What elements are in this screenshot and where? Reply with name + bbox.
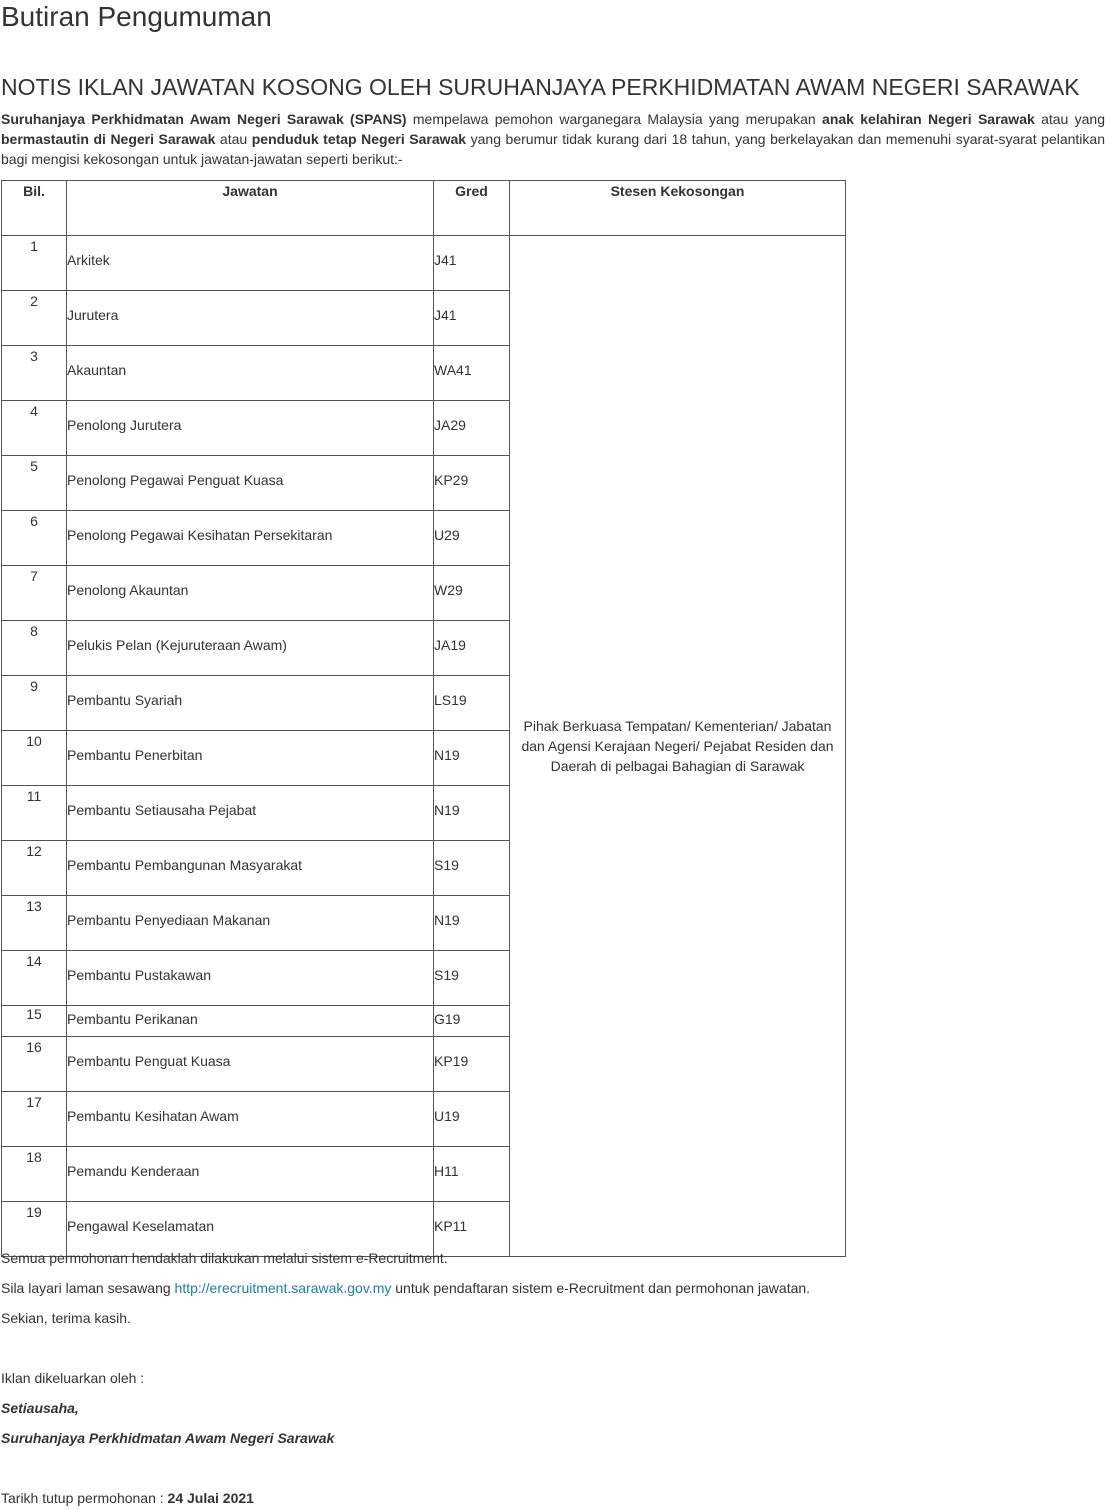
vacancy-rows — [2, 236, 846, 1257]
intro-bold-1: anak kelahiran Negeri Sarawak — [822, 111, 1035, 127]
row-number: 12 — [2, 841, 67, 896]
jawatan-text: Penolong Jurutera — [67, 417, 182, 433]
row-gred — [434, 291, 510, 346]
row-gred — [434, 566, 510, 621]
footer-line-3: Sekian, terima kasih. — [1, 1310, 131, 1326]
jawatan-text: Pembantu Penyediaan Makanan — [67, 912, 271, 928]
closing-date: 24 Julai 2021 — [167, 1490, 254, 1506]
row-number: 18 — [2, 1147, 67, 1202]
row-jawatan — [67, 1006, 434, 1037]
notice-title: NOTIS IKLAN JAWATAN KOSONG OLEH SURUHANJAYA PERKHIDMATAN AWAM NEGERI SARAWAK — [1, 74, 1080, 100]
gred-text: LS19 — [434, 692, 467, 708]
row-number: 3 — [2, 346, 67, 401]
jawatan-text: Akauntan — [67, 362, 127, 378]
row-gred — [434, 731, 510, 786]
row-number: 6 — [2, 511, 67, 566]
station-cell: Pihak Berkuasa Tempatan/ Kementerian/ Jabatan dan Agensi Kerajaan Negeri/ Pejabat Residen dan Daerah di pelbagai Bahagian di Sarawak — [510, 236, 846, 1257]
issuing-organization: Suruhanjaya Perkhidmatan Awam Negeri Sarawak — [1, 1430, 335, 1446]
issued-by: Iklan dikeluarkan oleh : — [1, 1370, 145, 1386]
intro-text-4: yang berumur tidak kurang dari 18 tahun, yang berkelayakan dan memenuhi syarat-syarat pelantikan bagi mengisi kekosongan untuk jawatan-jawatan seperti berikut:- — [1, 131, 1105, 167]
footer-line-2 — [1, 1278, 810, 1298]
row-gred — [434, 621, 510, 676]
row-jawatan — [67, 511, 434, 566]
jawatan-text: Pembantu Penguat Kuasa — [67, 1053, 231, 1069]
gred-text: U19 — [434, 1108, 460, 1124]
row-number: 19 — [2, 1202, 67, 1257]
row-jawatan — [67, 896, 434, 951]
jawatan-text: Pengawal Keselamatan — [67, 1218, 215, 1234]
row-jawatan — [67, 1092, 434, 1147]
gred-text: J41 — [434, 252, 457, 268]
row-gred — [434, 511, 510, 566]
header-bil: Bil. — [2, 181, 67, 236]
jawatan-text: Pembantu Pembangunan Masyarakat — [67, 857, 303, 873]
row-jawatan — [67, 841, 434, 896]
row-jawatan — [67, 346, 434, 401]
intro-bold-3: penduduk tetap Negeri Sarawak — [251, 131, 467, 147]
row-gred — [434, 841, 510, 896]
table-row — [2, 236, 846, 291]
row-jawatan — [67, 1037, 434, 1092]
gred-text: S19 — [434, 967, 459, 983]
jawatan-text: Pemandu Kenderaan — [67, 1163, 200, 1179]
row-gred — [434, 786, 510, 841]
jawatan-text: Pembantu Penerbitan — [67, 747, 203, 763]
intro-text-2: atau yang — [1034, 111, 1105, 127]
row-number: 17 — [2, 1092, 67, 1147]
gred-text: J41 — [434, 307, 457, 323]
closing-date-line — [1, 1488, 254, 1508]
intro-bold-2: bermastautin di Negeri Sarawak — [1, 131, 216, 147]
row-number: 10 — [2, 731, 67, 786]
jawatan-text: Pembantu Syariah — [67, 692, 183, 708]
gred-text: H11 — [434, 1163, 459, 1179]
row-number: 11 — [2, 786, 67, 841]
gred-text: U29 — [434, 527, 460, 543]
row-jawatan — [67, 621, 434, 676]
row-gred — [434, 456, 510, 511]
row-jawatan — [67, 951, 434, 1006]
row-number: 5 — [2, 456, 67, 511]
row-jawatan — [67, 786, 434, 841]
row-jawatan — [67, 291, 434, 346]
intro-text-1: mempelawa pemohon warganegara Malaysia yang merupakan — [406, 111, 823, 127]
jawatan-text: Pelukis Pelan (Kejuruteraan Awam) — [67, 637, 287, 653]
footer-line-2-post: untuk pendaftaran sistem e-Recruitment dan permohonan jawatan. — [391, 1280, 811, 1296]
row-jawatan — [67, 401, 434, 456]
row-gred — [434, 1037, 510, 1092]
jawatan-text: Penolong Akauntan — [67, 582, 189, 598]
row-gred — [434, 401, 510, 456]
jawatan-text: Pembantu Kesihatan Awam — [67, 1108, 239, 1124]
gred-text: N19 — [434, 912, 460, 928]
row-gred — [434, 951, 510, 1006]
gred-text: W29 — [434, 582, 463, 598]
row-number: 8 — [2, 621, 67, 676]
gred-text: KP11 — [434, 1218, 468, 1234]
gred-text: JA29 — [434, 417, 466, 433]
erecruitment-link[interactable]: http://erecruitment.sarawak.gov.my — [174, 1280, 392, 1296]
row-gred — [434, 1092, 510, 1147]
jawatan-text: Jurutera — [67, 307, 119, 323]
intro-org: Suruhanjaya Perkhidmatan Awam Negeri Sarawak (SPANS) — [1, 111, 407, 127]
jawatan-text: Arkitek — [67, 252, 110, 268]
header-gred: Gred — [434, 181, 510, 236]
row-jawatan — [67, 456, 434, 511]
row-number: 4 — [2, 401, 67, 456]
row-gred — [434, 1147, 510, 1202]
gred-text: WA41 — [434, 362, 472, 378]
jawatan-text: Pembantu Pustakawan — [67, 967, 211, 983]
row-jawatan — [67, 236, 434, 291]
gred-text: JA19 — [434, 637, 466, 653]
row-gred — [434, 676, 510, 731]
gred-text: S19 — [434, 857, 459, 873]
row-number: 14 — [2, 951, 67, 1006]
jawatan-text: Pembantu Setiausaha Pejabat — [67, 802, 257, 818]
row-number: 15 — [2, 1006, 67, 1037]
footer-line-2-pre: Sila layari laman sesawang — [1, 1280, 175, 1296]
row-jawatan — [67, 676, 434, 731]
signatory: Setiausaha, — [1, 1400, 79, 1416]
gred-text: N19 — [434, 802, 460, 818]
intro-paragraph — [1, 109, 1105, 169]
row-number: 16 — [2, 1037, 67, 1092]
closing-date-label: Tarikh tutup permohonan : — [1, 1490, 168, 1506]
row-jawatan — [67, 1147, 434, 1202]
row-number: 1 — [2, 236, 67, 291]
jawatan-text: Pembantu Perikanan — [67, 1011, 198, 1027]
jawatan-text: Penolong Pegawai Penguat Kuasa — [67, 472, 284, 488]
row-jawatan — [67, 566, 434, 621]
row-gred — [434, 236, 510, 291]
row-number: 7 — [2, 566, 67, 621]
gred-text: KP19 — [434, 1053, 469, 1069]
header-jawatan: Jawatan — [67, 181, 434, 236]
row-jawatan — [67, 731, 434, 786]
gred-text: G19 — [434, 1011, 461, 1027]
intro-text-3: atau — [215, 131, 252, 147]
gred-text: N19 — [434, 747, 460, 763]
page-title: Butiran Pengumuman — [1, 1, 272, 32]
row-number: 2 — [2, 291, 67, 346]
row-gred — [434, 346, 510, 401]
footer-line-1: Semua permohonan hendaklah dilakukan melalui sistem e-Recruitment. — [1, 1250, 448, 1266]
row-number: 9 — [2, 676, 67, 731]
vacancy-table — [1, 180, 846, 1257]
gred-text: KP29 — [434, 472, 469, 488]
row-gred — [434, 896, 510, 951]
row-gred — [434, 1006, 510, 1037]
jawatan-text: Penolong Pegawai Kesihatan Persekitaran — [67, 527, 333, 543]
row-number: 13 — [2, 896, 67, 951]
header-stesen: Stesen Kekosongan — [510, 181, 846, 236]
